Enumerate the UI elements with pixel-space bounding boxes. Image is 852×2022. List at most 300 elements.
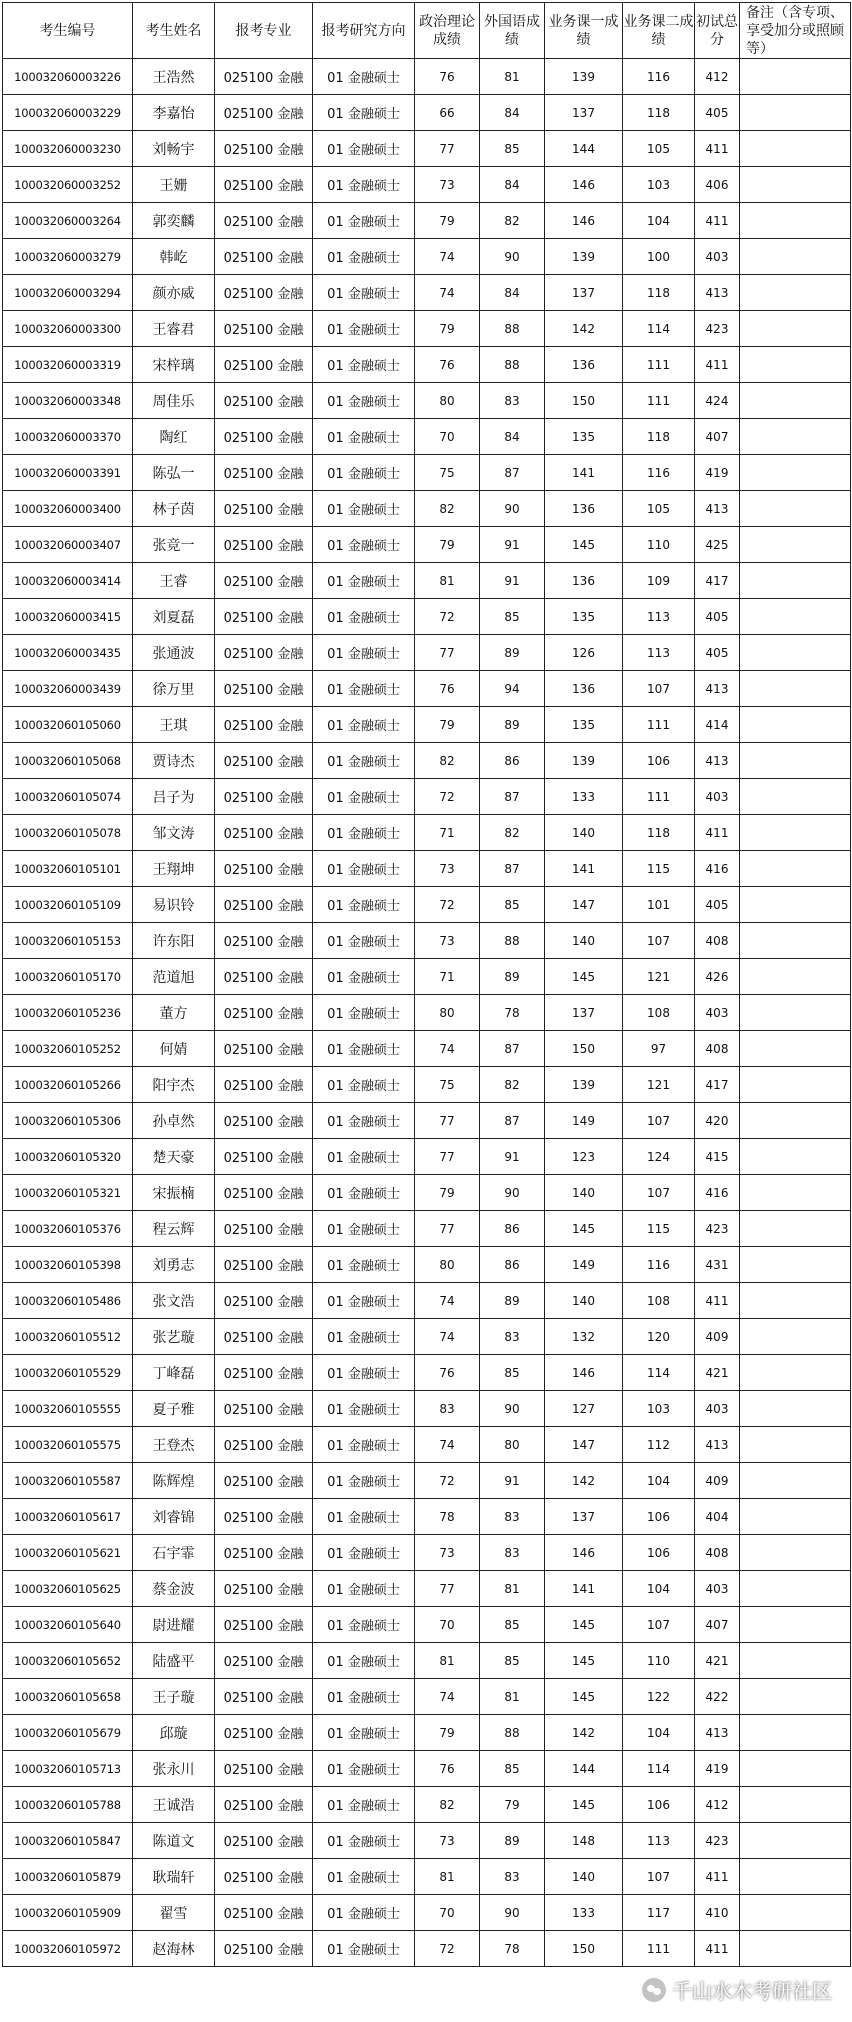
course2-score-cell: 114	[623, 311, 695, 347]
course1-score-cell: 142	[545, 1715, 623, 1751]
course2-score-cell: 104	[623, 203, 695, 239]
table-row	[3, 995, 851, 1031]
direction-cell: 01 金融硕士	[313, 923, 415, 959]
foreign-score-cell: 87	[480, 851, 545, 887]
direction-cell: 01 金融硕士	[313, 1571, 415, 1607]
course1-score-cell: 146	[545, 1535, 623, 1571]
student-name-cell: 王登杰	[133, 1427, 215, 1463]
total-score-cell: 417	[695, 563, 740, 599]
major-cell: 025100 金融	[215, 635, 313, 671]
student-id-cell: 100032060105575	[3, 1427, 133, 1463]
table-row	[3, 1643, 851, 1679]
course1-score-cell: 145	[545, 527, 623, 563]
foreign-score-cell: 90	[480, 1175, 545, 1211]
notes-cell	[740, 1211, 851, 1247]
course2-score-cell: 114	[623, 1355, 695, 1391]
direction-cell: 01 金融硕士	[313, 635, 415, 671]
student-id-cell: 100032060105306	[3, 1103, 133, 1139]
major-cell: 025100 金融	[215, 383, 313, 419]
student-name-cell: 王浩然	[133, 59, 215, 95]
table-row	[3, 275, 851, 311]
total-score-cell: 420	[695, 1103, 740, 1139]
header-row	[3, 3, 851, 59]
student-name-cell: 贾诗杰	[133, 743, 215, 779]
total-score-cell: 411	[695, 1283, 740, 1319]
notes-cell	[740, 1715, 851, 1751]
total-score-cell: 408	[695, 1535, 740, 1571]
direction-cell: 01 金融硕士	[313, 1067, 415, 1103]
student-name-cell: 刘睿锦	[133, 1499, 215, 1535]
student-name-cell: 林子茵	[133, 491, 215, 527]
student-name-cell: 赵海林	[133, 1931, 215, 1967]
major-cell: 025100 金融	[215, 1319, 313, 1355]
politics-score-cell: 70	[415, 419, 480, 455]
table-row	[3, 743, 851, 779]
major-cell: 025100 金融	[215, 1751, 313, 1787]
politics-score-cell: 77	[415, 1211, 480, 1247]
student-id-cell: 100032060105625	[3, 1571, 133, 1607]
notes-cell	[740, 1391, 851, 1427]
course2-score-cell: 107	[623, 1607, 695, 1643]
direction-cell: 01 金融硕士	[313, 1427, 415, 1463]
student-name-cell: 范道旭	[133, 959, 215, 995]
major-cell: 025100 金融	[215, 1247, 313, 1283]
major-cell: 025100 金融	[215, 815, 313, 851]
course1-score-cell: 141	[545, 851, 623, 887]
total-score-cell: 403	[695, 779, 740, 815]
header-total: 初试总分	[695, 3, 740, 59]
table-row	[3, 59, 851, 95]
table-row	[3, 95, 851, 131]
course2-score-cell: 111	[623, 383, 695, 419]
course1-score-cell: 137	[545, 275, 623, 311]
course1-score-cell: 149	[545, 1247, 623, 1283]
student-name-cell: 何婧	[133, 1031, 215, 1067]
table-row	[3, 1463, 851, 1499]
major-cell: 025100 金融	[215, 743, 313, 779]
table-row	[3, 383, 851, 419]
table-row	[3, 1823, 851, 1859]
direction-cell: 01 金融硕士	[313, 491, 415, 527]
course1-score-cell: 141	[545, 1571, 623, 1607]
student-name-cell: 陶红	[133, 419, 215, 455]
major-cell: 025100 金融	[215, 455, 313, 491]
foreign-score-cell: 89	[480, 1283, 545, 1319]
header-id: 考生编号	[3, 3, 133, 59]
total-score-cell: 423	[695, 1211, 740, 1247]
course1-score-cell: 145	[545, 1787, 623, 1823]
notes-cell	[740, 203, 851, 239]
student-name-cell: 宋振楠	[133, 1175, 215, 1211]
politics-score-cell: 72	[415, 1463, 480, 1499]
major-cell: 025100 金融	[215, 1607, 313, 1643]
major-cell: 025100 金融	[215, 851, 313, 887]
foreign-score-cell: 78	[480, 995, 545, 1031]
notes-cell	[740, 1319, 851, 1355]
major-cell: 025100 金融	[215, 1643, 313, 1679]
student-name-cell: 刘夏磊	[133, 599, 215, 635]
foreign-score-cell: 91	[480, 1139, 545, 1175]
student-id-cell: 100032060105068	[3, 743, 133, 779]
foreign-score-cell: 84	[480, 95, 545, 131]
notes-cell	[740, 707, 851, 743]
notes-cell	[740, 1283, 851, 1319]
foreign-score-cell: 82	[480, 815, 545, 851]
politics-score-cell: 77	[415, 1103, 480, 1139]
foreign-score-cell: 81	[480, 59, 545, 95]
table-row	[3, 1679, 851, 1715]
major-cell: 025100 金融	[215, 1391, 313, 1427]
course1-score-cell: 137	[545, 95, 623, 131]
major-cell: 025100 金融	[215, 1139, 313, 1175]
course2-score-cell: 111	[623, 779, 695, 815]
student-id-cell: 100032060105170	[3, 959, 133, 995]
politics-score-cell: 79	[415, 1715, 480, 1751]
course2-score-cell: 106	[623, 1787, 695, 1823]
table-row	[3, 1751, 851, 1787]
direction-cell: 01 金融硕士	[313, 1535, 415, 1571]
student-name-cell: 王翔坤	[133, 851, 215, 887]
score-table	[2, 2, 851, 1967]
notes-cell	[740, 95, 851, 131]
student-id-cell: 100032060105713	[3, 1751, 133, 1787]
course2-score-cell: 104	[623, 1715, 695, 1751]
table-row	[3, 599, 851, 635]
total-score-cell: 424	[695, 383, 740, 419]
student-id-cell: 100032060003264	[3, 203, 133, 239]
direction-cell: 01 金融硕士	[313, 1931, 415, 1967]
course1-score-cell: 145	[545, 959, 623, 995]
notes-cell	[740, 923, 851, 959]
foreign-score-cell: 90	[480, 239, 545, 275]
total-score-cell: 403	[695, 995, 740, 1031]
course1-score-cell: 146	[545, 167, 623, 203]
direction-cell: 01 金融硕士	[313, 1895, 415, 1931]
course1-score-cell: 145	[545, 1607, 623, 1643]
politics-score-cell: 79	[415, 527, 480, 563]
student-id-cell: 100032060105658	[3, 1679, 133, 1715]
foreign-score-cell: 88	[480, 311, 545, 347]
student-name-cell: 王子璇	[133, 1679, 215, 1715]
direction-cell: 01 金融硕士	[313, 95, 415, 131]
notes-cell	[740, 995, 851, 1031]
politics-score-cell: 73	[415, 851, 480, 887]
total-score-cell: 409	[695, 1463, 740, 1499]
notes-cell	[740, 887, 851, 923]
student-name-cell: 韩屹	[133, 239, 215, 275]
foreign-score-cell: 85	[480, 1355, 545, 1391]
major-cell: 025100 金融	[215, 671, 313, 707]
student-name-cell: 陈弘一	[133, 455, 215, 491]
total-score-cell: 407	[695, 419, 740, 455]
student-name-cell: 蔡金波	[133, 1571, 215, 1607]
student-id-cell: 100032060003391	[3, 455, 133, 491]
notes-cell	[740, 527, 851, 563]
politics-score-cell: 80	[415, 995, 480, 1031]
notes-cell	[740, 455, 851, 491]
watermark-text: 千山水木考研社区	[672, 1979, 832, 2003]
politics-score-cell: 79	[415, 311, 480, 347]
course2-score-cell: 113	[623, 599, 695, 635]
notes-cell	[740, 275, 851, 311]
total-score-cell: 403	[695, 1571, 740, 1607]
foreign-score-cell: 94	[480, 671, 545, 707]
student-name-cell: 张文浩	[133, 1283, 215, 1319]
course2-score-cell: 116	[623, 1247, 695, 1283]
header-politics: 政治理论成绩	[415, 3, 480, 59]
course1-score-cell: 137	[545, 1499, 623, 1535]
politics-score-cell: 77	[415, 1571, 480, 1607]
student-name-cell: 郭奕麟	[133, 203, 215, 239]
course2-score-cell: 104	[623, 1463, 695, 1499]
major-cell: 025100 金融	[215, 1463, 313, 1499]
student-id-cell: 100032060105640	[3, 1607, 133, 1643]
direction-cell: 01 金融硕士	[313, 59, 415, 95]
major-cell: 025100 金融	[215, 1175, 313, 1211]
politics-score-cell: 79	[415, 203, 480, 239]
course1-score-cell: 126	[545, 635, 623, 671]
student-name-cell: 张艺璇	[133, 1319, 215, 1355]
direction-cell: 01 金融硕士	[313, 1391, 415, 1427]
notes-cell	[740, 491, 851, 527]
course2-score-cell: 107	[623, 923, 695, 959]
major-cell: 025100 金融	[215, 491, 313, 527]
course2-score-cell: 106	[623, 743, 695, 779]
student-id-cell: 100032060003414	[3, 563, 133, 599]
direction-cell: 01 金融硕士	[313, 1103, 415, 1139]
direction-cell: 01 金融硕士	[313, 1859, 415, 1895]
student-id-cell: 100032060105617	[3, 1499, 133, 1535]
direction-cell: 01 金融硕士	[313, 1355, 415, 1391]
table-row	[3, 1067, 851, 1103]
total-score-cell: 411	[695, 815, 740, 851]
course2-score-cell: 105	[623, 131, 695, 167]
course2-score-cell: 110	[623, 527, 695, 563]
course2-score-cell: 116	[623, 455, 695, 491]
course1-score-cell: 140	[545, 815, 623, 851]
course1-score-cell: 140	[545, 1859, 623, 1895]
total-score-cell: 423	[695, 1823, 740, 1859]
major-cell: 025100 金融	[215, 1679, 313, 1715]
course1-score-cell: 135	[545, 707, 623, 743]
major-cell: 025100 金融	[215, 779, 313, 815]
total-score-cell: 425	[695, 527, 740, 563]
student-id-cell: 100032060105074	[3, 779, 133, 815]
course1-score-cell: 145	[545, 1211, 623, 1247]
notes-cell	[740, 1463, 851, 1499]
course2-score-cell: 117	[623, 1895, 695, 1931]
direction-cell: 01 金融硕士	[313, 239, 415, 275]
notes-cell	[740, 1103, 851, 1139]
course1-score-cell: 150	[545, 1931, 623, 1967]
foreign-score-cell: 83	[480, 1535, 545, 1571]
foreign-score-cell: 90	[480, 1895, 545, 1931]
foreign-score-cell: 83	[480, 383, 545, 419]
total-score-cell: 421	[695, 1355, 740, 1391]
header-major: 报考专业	[215, 3, 313, 59]
student-name-cell: 王琪	[133, 707, 215, 743]
course2-score-cell: 107	[623, 671, 695, 707]
notes-cell	[740, 1895, 851, 1931]
table-row	[3, 1895, 851, 1931]
foreign-score-cell: 79	[480, 1787, 545, 1823]
student-id-cell: 100032060003319	[3, 347, 133, 383]
course1-score-cell: 139	[545, 743, 623, 779]
direction-cell: 01 金融硕士	[313, 995, 415, 1031]
politics-score-cell: 76	[415, 671, 480, 707]
major-cell: 025100 金融	[215, 1355, 313, 1391]
politics-score-cell: 80	[415, 383, 480, 419]
total-score-cell: 421	[695, 1643, 740, 1679]
course2-score-cell: 120	[623, 1319, 695, 1355]
notes-cell	[740, 635, 851, 671]
table-row	[3, 1427, 851, 1463]
direction-cell: 01 金融硕士	[313, 671, 415, 707]
student-name-cell: 石宇霏	[133, 1535, 215, 1571]
course2-score-cell: 115	[623, 1211, 695, 1247]
table-row	[3, 1859, 851, 1895]
course2-score-cell: 115	[623, 851, 695, 887]
total-score-cell: 423	[695, 311, 740, 347]
notes-cell	[740, 1787, 851, 1823]
student-id-cell: 100032060105060	[3, 707, 133, 743]
student-id-cell: 100032060003226	[3, 59, 133, 95]
course2-score-cell: 122	[623, 1679, 695, 1715]
direction-cell: 01 金融硕士	[313, 1499, 415, 1535]
student-id-cell: 100032060105679	[3, 1715, 133, 1751]
student-name-cell: 刘畅宇	[133, 131, 215, 167]
table-row	[3, 1607, 851, 1643]
student-id-cell: 100032060003400	[3, 491, 133, 527]
politics-score-cell: 76	[415, 1751, 480, 1787]
student-name-cell: 宋梓璃	[133, 347, 215, 383]
politics-score-cell: 82	[415, 743, 480, 779]
table-row	[3, 1283, 851, 1319]
total-score-cell: 419	[695, 1751, 740, 1787]
table-row	[3, 527, 851, 563]
direction-cell: 01 金融硕士	[313, 455, 415, 491]
student-id-cell: 100032060003252	[3, 167, 133, 203]
header-name: 考生姓名	[133, 3, 215, 59]
student-id-cell: 100032060105788	[3, 1787, 133, 1823]
course2-score-cell: 101	[623, 887, 695, 923]
student-name-cell: 尉进耀	[133, 1607, 215, 1643]
course2-score-cell: 108	[623, 1283, 695, 1319]
student-id-cell: 100032060105101	[3, 851, 133, 887]
course2-score-cell: 111	[623, 707, 695, 743]
table-row	[3, 959, 851, 995]
student-name-cell: 吕子为	[133, 779, 215, 815]
student-id-cell: 100032060105236	[3, 995, 133, 1031]
notes-cell	[740, 779, 851, 815]
student-name-cell: 夏子雅	[133, 1391, 215, 1427]
table-row	[3, 1715, 851, 1751]
notes-cell	[740, 419, 851, 455]
politics-score-cell: 74	[415, 275, 480, 311]
student-id-cell: 100032060003439	[3, 671, 133, 707]
total-score-cell: 412	[695, 59, 740, 95]
course1-score-cell: 142	[545, 1463, 623, 1499]
major-cell: 025100 金融	[215, 959, 313, 995]
total-score-cell: 413	[695, 491, 740, 527]
table-row	[3, 1103, 851, 1139]
major-cell: 025100 金融	[215, 59, 313, 95]
notes-cell	[740, 563, 851, 599]
course1-score-cell: 123	[545, 1139, 623, 1175]
student-id-cell: 100032060105512	[3, 1319, 133, 1355]
politics-score-cell: 82	[415, 491, 480, 527]
header-course2: 业务课二成绩	[623, 3, 695, 59]
student-id-cell: 100032060003415	[3, 599, 133, 635]
direction-cell: 01 金融硕士	[313, 1283, 415, 1319]
table-row	[3, 1931, 851, 1967]
foreign-score-cell: 82	[480, 1067, 545, 1103]
course1-score-cell: 150	[545, 383, 623, 419]
student-name-cell: 易识铃	[133, 887, 215, 923]
course2-score-cell: 107	[623, 1103, 695, 1139]
student-name-cell: 陈道文	[133, 1823, 215, 1859]
notes-cell	[740, 1643, 851, 1679]
course2-score-cell: 105	[623, 491, 695, 527]
student-id-cell: 100032060105109	[3, 887, 133, 923]
total-score-cell: 431	[695, 1247, 740, 1283]
politics-score-cell: 72	[415, 599, 480, 635]
notes-cell	[740, 1823, 851, 1859]
total-score-cell: 413	[695, 1427, 740, 1463]
course1-score-cell: 140	[545, 923, 623, 959]
foreign-score-cell: 88	[480, 1715, 545, 1751]
major-cell: 025100 金融	[215, 1535, 313, 1571]
student-id-cell: 100032060105972	[3, 1931, 133, 1967]
foreign-score-cell: 88	[480, 923, 545, 959]
course2-score-cell: 111	[623, 1931, 695, 1967]
politics-score-cell: 73	[415, 167, 480, 203]
politics-score-cell: 77	[415, 635, 480, 671]
total-score-cell: 426	[695, 959, 740, 995]
major-cell: 025100 金融	[215, 1031, 313, 1067]
major-cell: 025100 金融	[215, 419, 313, 455]
politics-score-cell: 75	[415, 455, 480, 491]
politics-score-cell: 72	[415, 779, 480, 815]
direction-cell: 01 金融硕士	[313, 1319, 415, 1355]
politics-score-cell: 72	[415, 1931, 480, 1967]
politics-score-cell: 79	[415, 707, 480, 743]
course1-score-cell: 149	[545, 1103, 623, 1139]
student-name-cell: 王睿	[133, 563, 215, 599]
total-score-cell: 408	[695, 1031, 740, 1067]
major-cell: 025100 金融	[215, 1211, 313, 1247]
table-row	[3, 1355, 851, 1391]
foreign-score-cell: 91	[480, 1463, 545, 1499]
course2-score-cell: 113	[623, 635, 695, 671]
major-cell: 025100 金融	[215, 1103, 313, 1139]
politics-score-cell: 66	[415, 95, 480, 131]
table-row	[3, 851, 851, 887]
student-id-cell: 100032060003407	[3, 527, 133, 563]
table-row	[3, 491, 851, 527]
major-cell: 025100 金融	[215, 923, 313, 959]
student-name-cell: 许东阳	[133, 923, 215, 959]
foreign-score-cell: 85	[480, 131, 545, 167]
direction-cell: 01 金融硕士	[313, 383, 415, 419]
total-score-cell: 416	[695, 1175, 740, 1211]
major-cell: 025100 金融	[215, 275, 313, 311]
course2-score-cell: 97	[623, 1031, 695, 1067]
total-score-cell: 403	[695, 239, 740, 275]
direction-cell: 01 金融硕士	[313, 1787, 415, 1823]
table-row	[3, 239, 851, 275]
course1-score-cell: 139	[545, 59, 623, 95]
